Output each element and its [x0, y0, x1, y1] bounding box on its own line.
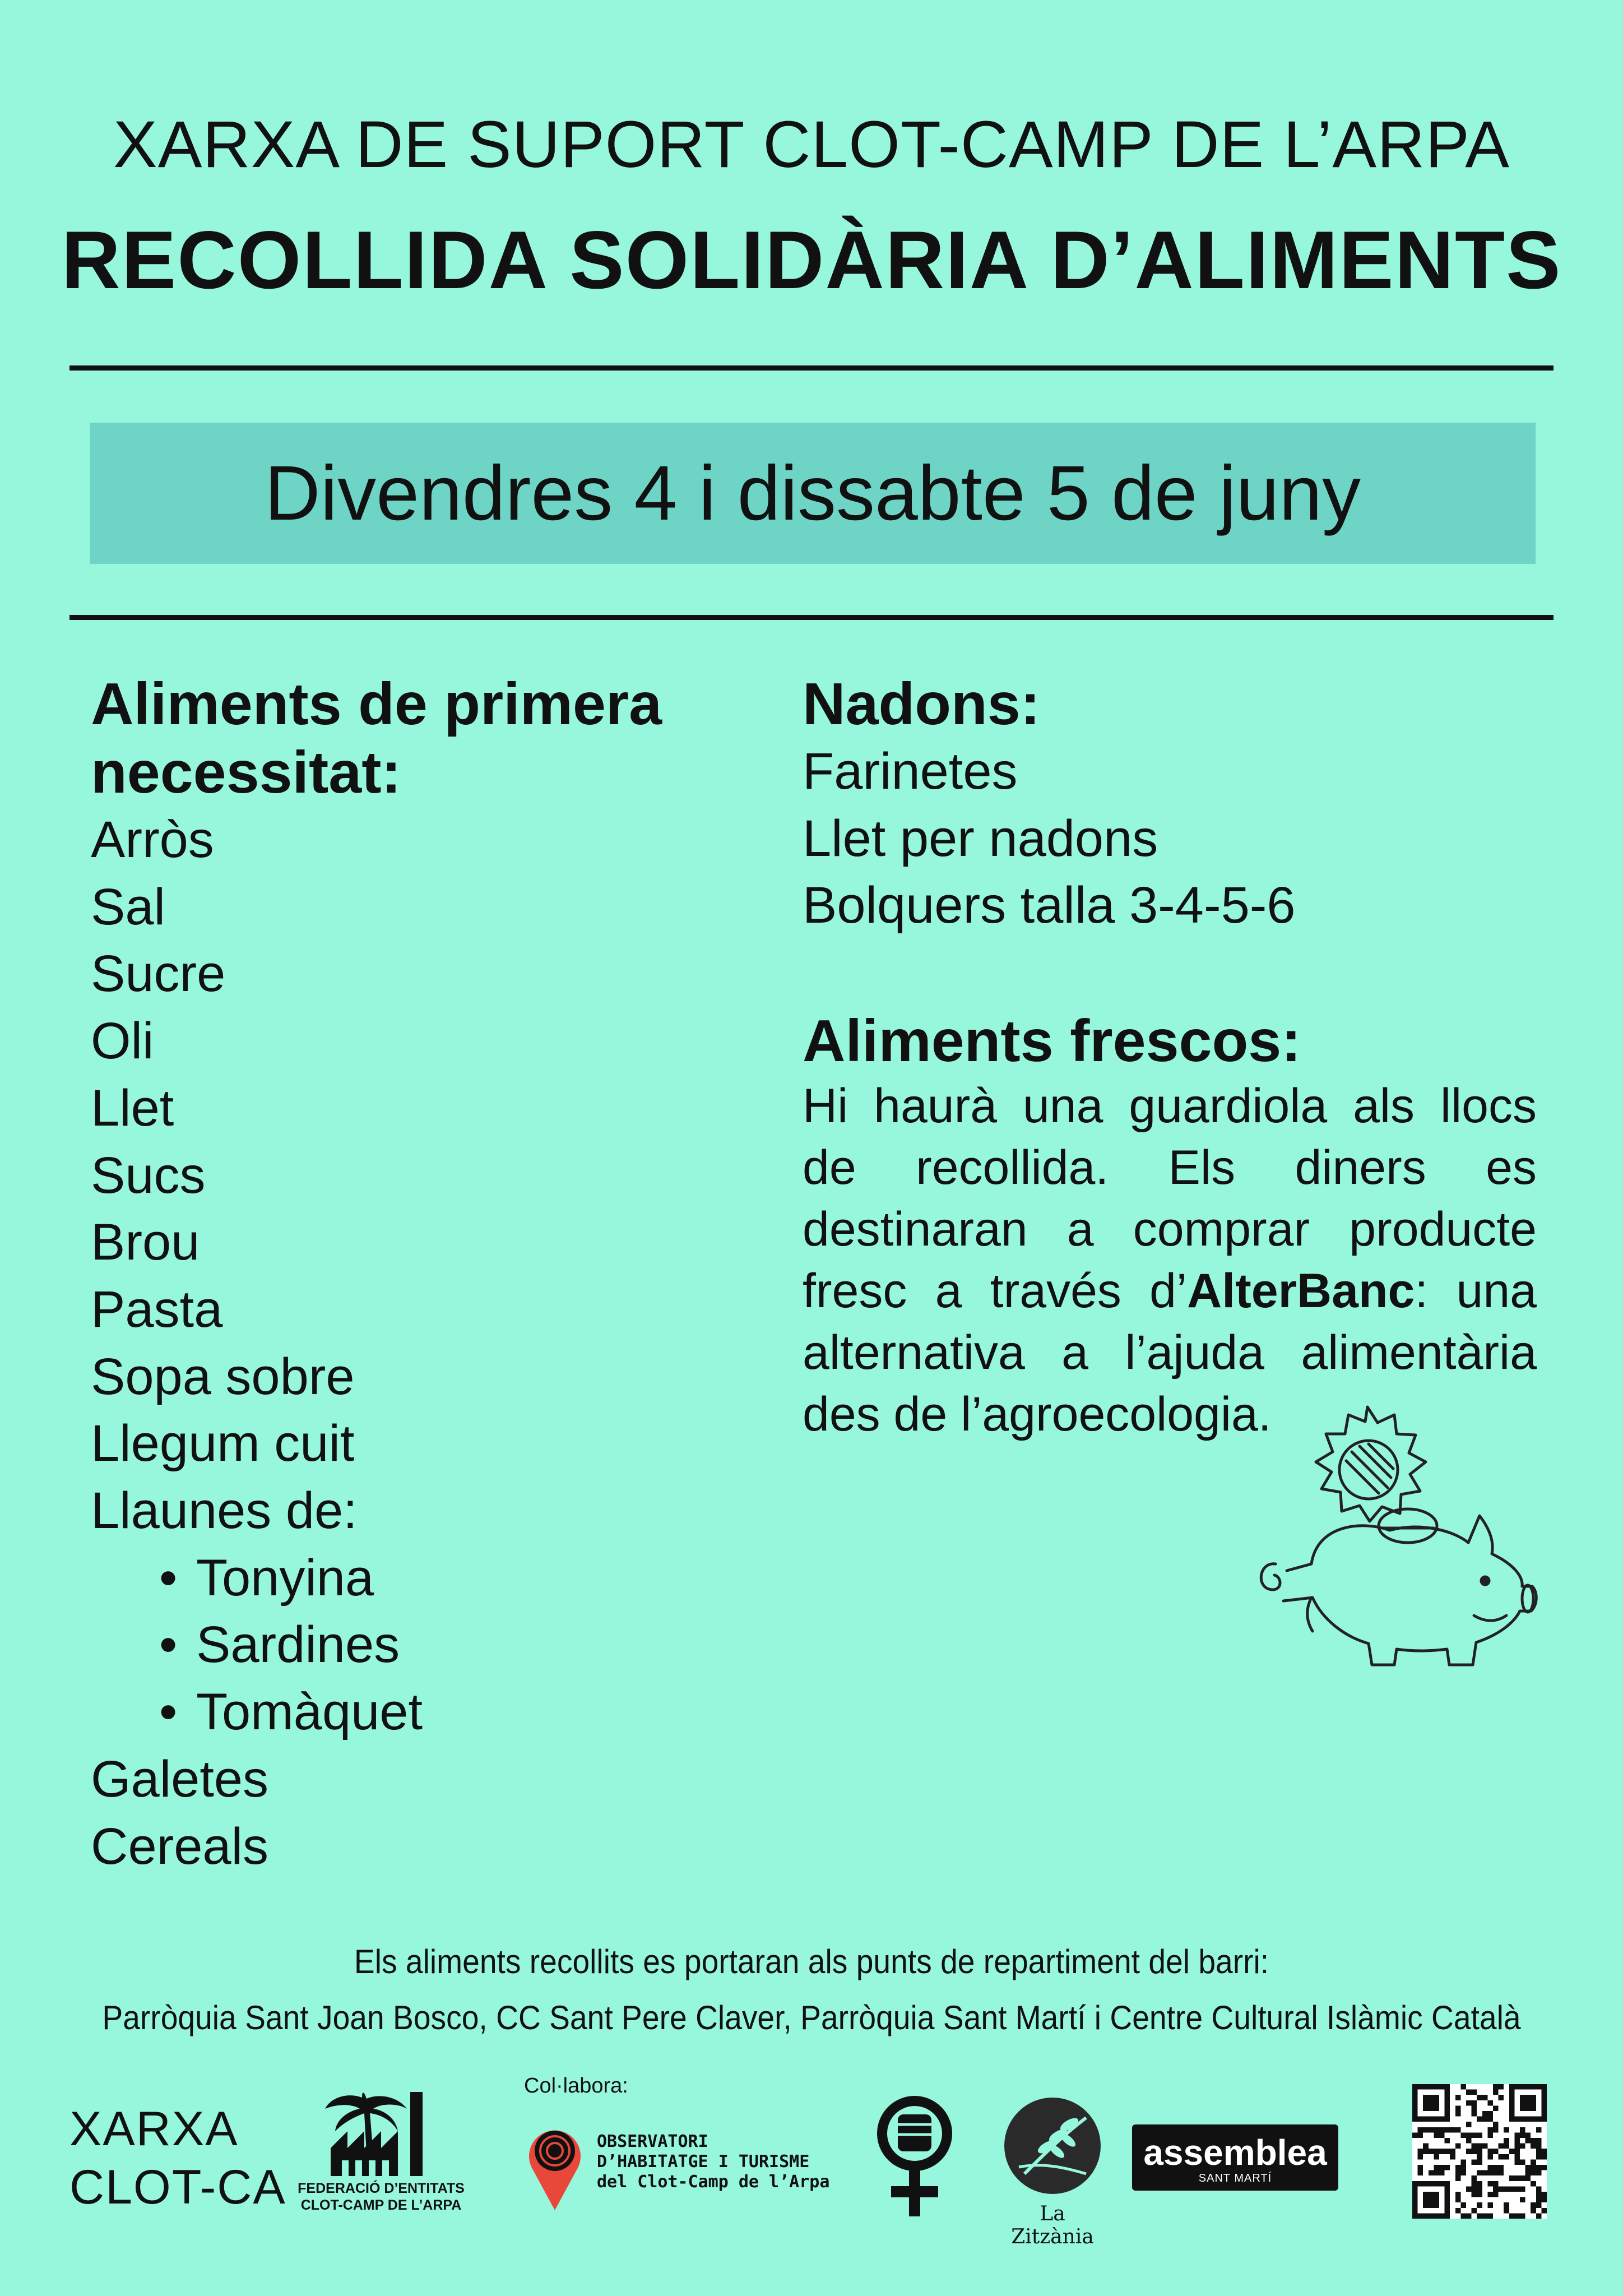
divider-bottom	[69, 615, 1554, 620]
assemblea-sub: SANT MARTÍ	[1198, 2172, 1272, 2184]
wheat-icon	[1002, 2095, 1103, 2196]
basics-heading-line1: Aliments de primera	[91, 671, 662, 737]
fresh-heading: Aliments frescos:	[803, 1008, 1301, 1075]
bullet-icon: •	[159, 1549, 178, 1607]
list-item: Llet per nadons	[803, 809, 1158, 867]
list-item: Arròs	[91, 811, 214, 868]
list-item: Sal	[91, 878, 165, 936]
list-item: Llaunes de:	[91, 1482, 358, 1540]
list-item: Farinetes	[803, 743, 1018, 800]
xarxa-logo-line2: CLOT-CA	[69, 2160, 286, 2214]
fresh-text-after: : una alternativa a l’ajuda alimentària des de l’agroecologia.	[803, 1264, 1537, 1442]
map-pin-icon	[524, 2116, 586, 2211]
fresh-text-before: Hi haurà una guardiola als llocs de recollida. Els diners es destinaran a comprar producte fresc a través d’	[803, 1079, 1537, 1318]
bullet-icon: •	[159, 1616, 178, 1674]
babies-heading: Nadons:	[803, 671, 1040, 737]
list-item: Oli	[91, 1012, 154, 1070]
list-item: Sucre	[91, 945, 226, 1003]
bullet-text: Sardines	[196, 1616, 400, 1674]
babies-fresh-section	[803, 670, 1537, 1445]
observatori-line1: OBSERVATORI	[597, 2132, 708, 2151]
subtitle: XARXA DE SUPORT CLOT-CAMP DE L’ARPA	[113, 108, 1510, 182]
feminist-fist-icon	[875, 2091, 954, 2223]
divider-top	[69, 365, 1554, 371]
list-item: Brou	[91, 1214, 200, 1271]
distribution-note	[65, 1934, 1558, 2046]
federacio-line1: FEDERACIÓ D’ENTITATS	[298, 2181, 465, 2196]
date-banner	[90, 423, 1536, 564]
list-item: Bolquers talla 3-4-5-6	[803, 877, 1296, 934]
list-item: Galetes	[91, 1750, 269, 1808]
bullet-icon: •	[159, 1683, 178, 1741]
observatori-line2: D’HABITATGE I TURISME	[597, 2152, 810, 2172]
list-item: Pasta	[91, 1280, 223, 1338]
qr-code-icon[interactable]	[1412, 2084, 1547, 2221]
xarxa-logo-line1: XARXA	[69, 2102, 239, 2156]
bullet-item	[91, 1679, 735, 1746]
bullet-text: Tomàquet	[196, 1683, 423, 1741]
distribution-line1: Els aliments recollits es portaran als punts de repartiment del barri:	[354, 1943, 1269, 1980]
bullet-text: Tonyina	[196, 1549, 374, 1607]
collabora-label: Col·labora:	[524, 2074, 628, 2098]
list-item: Sopa sobre	[91, 1348, 355, 1405]
list-item: Cereals	[91, 1817, 269, 1875]
observatori-line3: del Clot-Camp de l’Arpa	[597, 2172, 830, 2192]
federacio-line2: CLOT-CAMP DE L’ARPA	[300, 2197, 462, 2213]
distribution-line2: Parròquia Sant Joan Bosco, CC Sant Pere Claver, Parròquia Sant Martí i Centre Cultural Islàmic Català	[102, 1999, 1521, 2036]
assemblea-logo	[1132, 2124, 1338, 2191]
observatori-logo	[524, 2116, 830, 2214]
federacio-logo	[297, 2086, 465, 2214]
alterbanc-name: AlterBanc	[1187, 1264, 1415, 1318]
date-text: Divendres 4 i dissabte 5 de juny	[264, 450, 1361, 536]
factory-palm-icon	[308, 2086, 454, 2182]
list-item: Llegum cuit	[91, 1415, 355, 1473]
piggy-bank-icon	[1250, 1396, 1541, 1712]
list-item: Llet	[91, 1079, 174, 1137]
zitzania-name: La Zitzània	[1011, 2202, 1094, 2248]
list-item: Sucs	[91, 1146, 206, 1204]
bullet-item	[91, 1545, 735, 1612]
basics-heading-line2: necessitat:	[91, 739, 401, 806]
page-title: RECOLLIDA SOLIDÀRIA D’ALIMENTS	[61, 214, 1562, 305]
zitzania-logo	[996, 2095, 1109, 2248]
assemblea-main: assemblea	[1143, 2132, 1327, 2173]
bullet-item	[91, 1612, 735, 1679]
fresh-paragraph	[803, 1075, 1537, 1445]
basics-section	[91, 670, 735, 1880]
xarxa-logo	[69, 2100, 286, 2216]
